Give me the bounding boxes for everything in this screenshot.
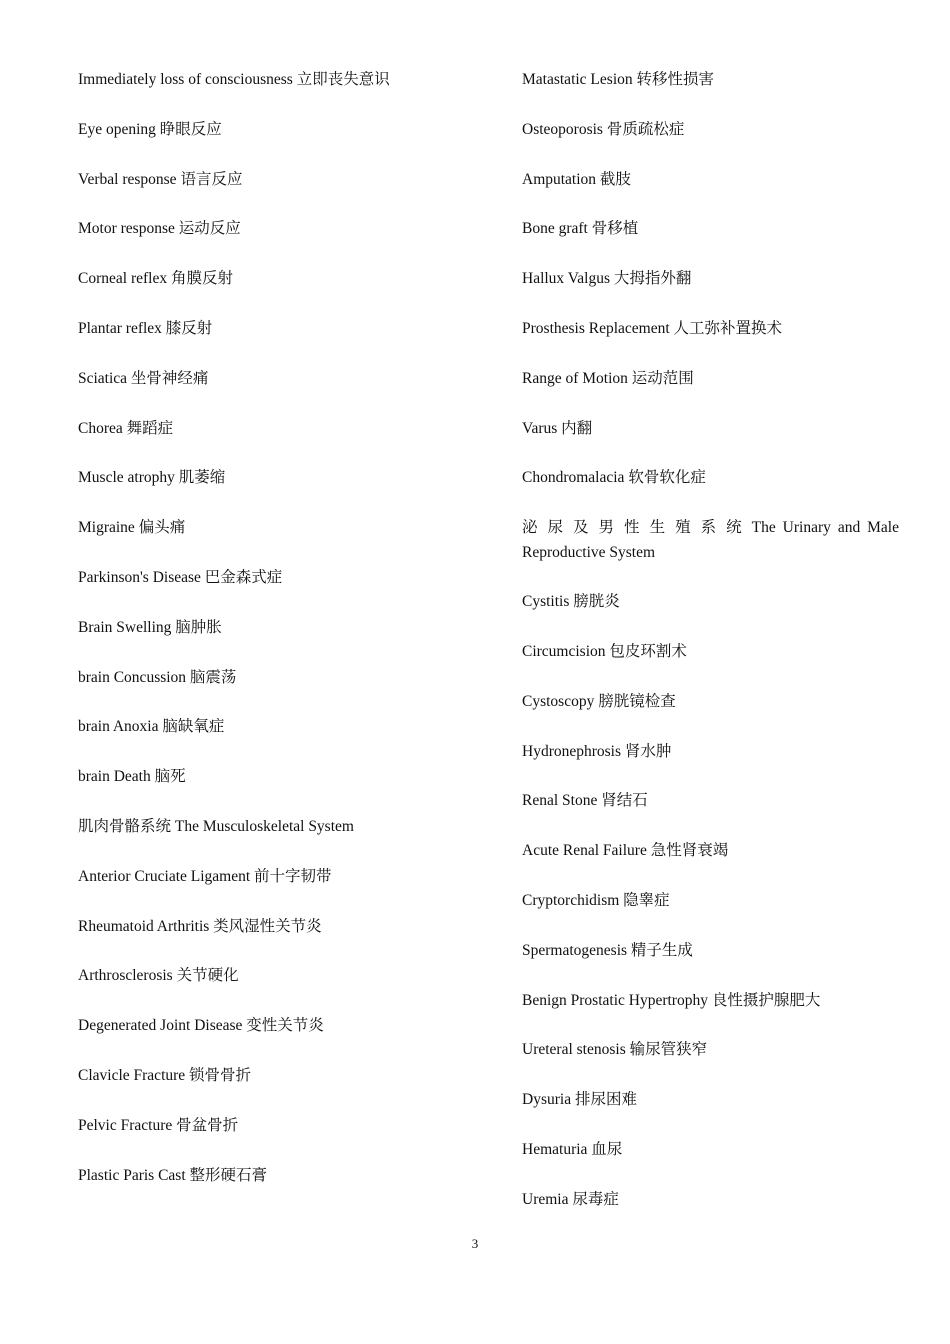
term-entry: Cystoscopy 膀胱镜检查 bbox=[522, 692, 676, 710]
term-entry: Chondromalacia 软骨软化症 bbox=[522, 469, 706, 487]
term-entry: Sciatica 坐骨神经痛 bbox=[78, 369, 209, 387]
term-entry: Hematuria 血尿 bbox=[522, 1140, 623, 1158]
term-entry: Amputation 截肢 bbox=[522, 170, 631, 188]
term-entry: Benign Prostatic Hypertrophy 良性摄护腺肥大 bbox=[522, 991, 821, 1009]
term-entry: Spermatogenesis 精子生成 bbox=[522, 941, 693, 959]
section-heading: 泌 尿 及 男 性 生 殖 系 统 The Urinary and Male Reproductive System bbox=[522, 519, 899, 562]
term-entry: brain Concussion 脑震荡 bbox=[78, 668, 237, 686]
term-entry: Degenerated Joint Disease 变性关节炎 bbox=[78, 1017, 324, 1035]
term-entry: Muscle atrophy 肌萎缩 bbox=[78, 469, 226, 487]
term-entry: Brain Swelling 脑肿胀 bbox=[78, 618, 222, 636]
term-entry: Hydronephrosis 肾水肿 bbox=[522, 742, 672, 760]
page-number: 3 bbox=[471, 1236, 479, 1251]
term-entry: Ureteral stenosis 输尿管狭窄 bbox=[522, 1041, 708, 1059]
term-entry: Migraine 偏头痛 bbox=[78, 519, 186, 537]
term-entry: Motor response 运动反应 bbox=[78, 220, 241, 238]
term-entry: brain Death 脑死 bbox=[78, 768, 186, 786]
term-entry: Corneal reflex 角膜反射 bbox=[78, 270, 233, 288]
term-entry: Clavicle Fracture 锁骨骨折 bbox=[78, 1066, 252, 1084]
term-entry: Dysuria 排尿困难 bbox=[522, 1091, 637, 1109]
right-column bbox=[522, 67, 899, 1237]
term-entry: Immediately loss of consciousness 立即丧失意识 bbox=[78, 71, 390, 88]
section-heading: 肌肉骨骼系统 The Musculoskeletal System bbox=[78, 817, 354, 835]
term-entry: Verbal response 语言反应 bbox=[78, 170, 243, 188]
term-entry: Matastatic Lesion 转移性损害 bbox=[522, 71, 714, 88]
term-entry: Pelvic Fracture 骨盆骨折 bbox=[78, 1116, 239, 1134]
term-entry: Bone graft 骨移植 bbox=[522, 220, 639, 238]
term-entry: Parkinson's Disease 巴金森式症 bbox=[78, 568, 283, 586]
term-entry: Osteoporosis 骨质疏松症 bbox=[522, 120, 685, 138]
term-entry: brain Anoxia 脑缺氧症 bbox=[78, 718, 225, 736]
term-entry: Uremia 尿毒症 bbox=[522, 1190, 619, 1208]
term-entry: Rheumatoid Arthritis 类风湿性关节炎 bbox=[78, 917, 322, 935]
term-entry: Range of Motion 运动范围 bbox=[522, 369, 694, 387]
term-entry: Plantar reflex 膝反射 bbox=[78, 319, 213, 337]
term-entry: Acute Renal Failure 急性肾衰竭 bbox=[522, 842, 729, 860]
term-entry: Varus 内翻 bbox=[522, 419, 593, 437]
term-entry: Plastic Paris Cast 整形硬石膏 bbox=[78, 1166, 268, 1184]
left-column bbox=[78, 67, 478, 1212]
term-entry: Renal Stone 肾结石 bbox=[522, 792, 648, 810]
term-entry: Anterior Cruciate Ligament 前十字韧带 bbox=[78, 867, 332, 885]
term-entry: Circumcision 包皮环割术 bbox=[522, 642, 687, 660]
term-entry: Hallux Valgus 大拇指外翻 bbox=[522, 270, 692, 288]
term-entry: Arthrosclerosis 关节硬化 bbox=[78, 967, 239, 985]
term-entry: Cryptorchidism 隐睾症 bbox=[522, 891, 670, 909]
term-entry: Chorea 舞蹈症 bbox=[78, 419, 174, 437]
term-entry: Prosthesis Replacement 人工弥补置换术 bbox=[522, 319, 783, 337]
term-entry: Eye opening 睁眼反应 bbox=[78, 120, 222, 138]
term-entry: Cystitis 膀胱炎 bbox=[522, 593, 620, 611]
